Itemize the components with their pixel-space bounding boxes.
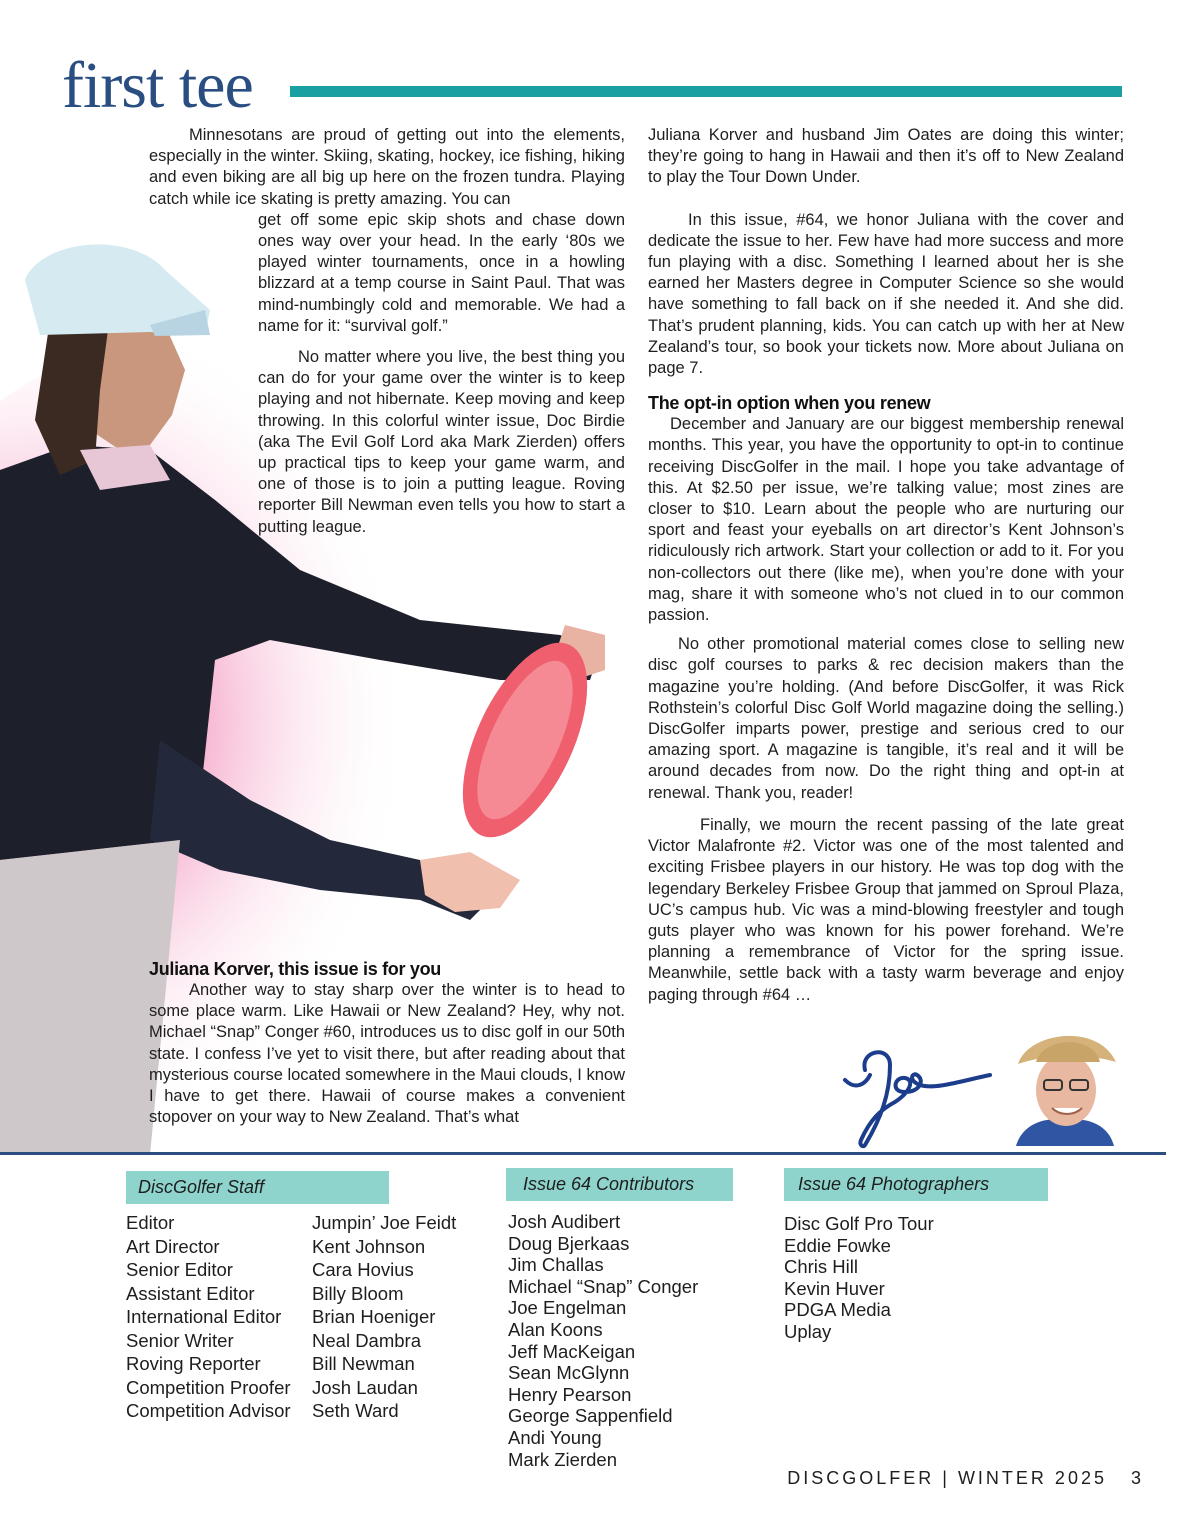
staff-roles-list	[126, 1211, 291, 1423]
opt-in-paragraph-2: No other promotional material comes close to selling new disc golf courses to parks & rec decision makers than the magazine you’re holding. (And before DiscGolfer, it was Rick Rothstein’s colorful Disc Golf World magazine doing the selling.) DiscGolfer imparts power, prestige and serious cred to our amazing sport. A magazine is tangible, it’s real and it will be around decades from now. Do the right thing and opt-in at renewal. Thank you, reader!	[648, 635, 1124, 802]
contributor-name: Josh Audibert	[508, 1211, 621, 1232]
staff-role: Roving Reporter	[126, 1353, 261, 1374]
staff-name: Josh Laudan	[312, 1376, 418, 1398]
photographer-name: Eddie Fowke	[784, 1234, 891, 1256]
contributor-name: Michael “Snap” Conger	[508, 1275, 699, 1297]
staff-role: Competition Advisor	[126, 1400, 291, 1421]
contributors-label: Issue 64 Contributors	[506, 1168, 733, 1201]
page-title: first tee	[62, 49, 253, 122]
right-paragraph-2: In this issue, #64, we honor Juliana with the cover and dedicate the issue to her. Few have had more success and more fun playing with a disc. Something I learned about her is she earned her Masters degree in Computer Science so she would have something to fall back on if she needed it. And she did. That’s prudent planning, kids. You can catch up with her at New Zealand’s tour, so book your tickets now. More about Juliana on page 7.	[648, 210, 1124, 378]
staff-label: DiscGolfer Staff	[126, 1171, 389, 1204]
joe-signature	[835, 1040, 995, 1150]
juliana-heading: Juliana Korver, this issue is for you	[149, 959, 442, 979]
staff-name: Bill Newman	[312, 1353, 415, 1374]
staff-role: Editor	[126, 1212, 175, 1233]
contributors-list	[508, 1211, 698, 1470]
staff-name: Cara Hovius	[312, 1259, 414, 1280]
opt-in-heading: The opt-in option when you renew	[648, 393, 931, 414]
staff-role: International Editor	[126, 1306, 282, 1327]
staff-role: Assistant Editor	[126, 1282, 255, 1304]
contributor-name: Joe Engelman	[508, 1297, 627, 1319]
intro-paragraph-1b: get off some epic skip shots and chase down ones way over your head. In the early ‘80s we played winter tournaments, once in a howling blizzard at a temp course in Saint Paul. That was mind-numbingly cold and memorable. We had a name for it: “survival golf.”	[258, 210, 625, 335]
staff-role: Senior Writer	[126, 1329, 234, 1351]
contributor-name: Jeff MacKeigan	[508, 1340, 636, 1362]
section-divider	[0, 1152, 1166, 1155]
title-rule	[290, 86, 1122, 97]
contributor-name: Alan Koons	[508, 1318, 603, 1340]
intro-paragraph-2: No matter where you live, the best thing you can do for your game over the winter is to keep playing and not hibernate. Keep moving and keep throwing. In this colorful winter issue, Doc Birdie (aka The Evil Golf Lord aka Mark Zierden) offers up practical tips to keep your game warm, and one of those is to join a putting league. Roving reporter Bill Newman even tells you how to start a putting league.	[258, 348, 625, 536]
contributor-name: Sean McGlynn	[508, 1362, 630, 1384]
right-column	[648, 125, 1124, 1006]
photographer-name: Disc Golf Pro Tour	[784, 1213, 934, 1234]
staff-name: Jumpin’ Joe Feidt	[312, 1212, 457, 1233]
contributor-name: Jim Challas	[508, 1254, 604, 1276]
photographer-name: Uplay	[784, 1320, 832, 1342]
opt-in-paragraph-1: December and January are our biggest membership renewal months. This year, you have the opportunity to opt-in to continue receiving DiscGolfer in the mail. I hope you take advantage of this. At $2.50 per issue, we’re talking value; most zines are closer to $10. Learn about the people who are nurturing our sport and feast your eyeballs on art director’s Kent Johnson’s ridiculously rich artwork. Start your collection or add to it. For you non-collectors out there (like me), when you’re done with your mag, share it with someone who’s not clued in to our common passion.	[648, 415, 1124, 625]
photographers-label: Issue 64 Photographers	[784, 1168, 1048, 1201]
staff-name: Billy Bloom	[312, 1282, 404, 1304]
intro-paragraph-1a: Minnesotans are proud of getting out into the elements, especially in the winter. Skiing, skating, hockey, ice fishing, hiking and even biking are all big up here on the frozen tundra. Playing catch while ice skating is pretty amazing. You can	[149, 126, 625, 208]
closing-paragraph: Finally, we mourn the recent passing of the late great Victor Malafronte #2. Victor was one of the most talented and exciting Frisbee players in our history. He was top dog with the legendary Berkeley Frisbee Group that jammed on Sproul Plaza, UC’s campus hub. Vic was a mind-blowing freestyler and tough guts player who was known for his power forehand. We’re planning a remembrance of Victor for the spring issue. Meanwhile, settle back with a tasty warm beverage and enjoy paging through #64 …	[648, 815, 1124, 1004]
staff-name: Kent Johnson	[312, 1235, 426, 1257]
staff-names-list	[312, 1211, 456, 1423]
photographer-name: Kevin Huver	[784, 1277, 885, 1299]
contributor-name: Henry Pearson	[508, 1383, 632, 1405]
staff-role: Art Director	[126, 1235, 220, 1257]
contributor-name: Doug Bjerkaas	[508, 1232, 630, 1254]
editor-portrait	[1008, 1022, 1120, 1146]
contributor-name: Andi Young	[508, 1426, 602, 1448]
photographer-name: PDGA Media	[784, 1299, 891, 1320]
right-paragraph-1: Juliana Korver and husband Jim Oates are doing this winter; they’re going to hang in Hawaii and then it’s off to New Zealand to play the Tour Down Under.	[648, 126, 1124, 187]
staff-name: Neal Dambra	[312, 1329, 421, 1351]
juliana-section	[149, 959, 625, 1128]
contributor-name: George Sappenfield	[508, 1405, 673, 1427]
staff-name: Brian Hoeniger	[312, 1306, 436, 1327]
photographer-name: Chris Hill	[784, 1256, 858, 1277]
juliana-paragraph: Another way to stay sharp over the winter is to head to some place warm. Like Hawaii or New Zealand? Hey, why not. Michael “Snap” Conger #60, introduces us to disc golf in our 50th state. I confess I’ve yet to visit there, but after reading about that mysterious course located somewhere in the Maui clouds, I know I have to get there. Hawaii of course makes a convenient stopover on your way to New Zealand. That’s what	[149, 981, 625, 1127]
page-footer: DISCGOLFER | WINTER 2025 3	[787, 1468, 1144, 1488]
staff-name: Seth Ward	[312, 1400, 399, 1421]
staff-role: Senior Editor	[126, 1259, 233, 1280]
staff-role: Competition Proofer	[126, 1376, 291, 1398]
intro-column	[149, 125, 625, 538]
contributor-name: Mark Zierden	[508, 1448, 617, 1470]
photographers-list	[784, 1213, 934, 1342]
